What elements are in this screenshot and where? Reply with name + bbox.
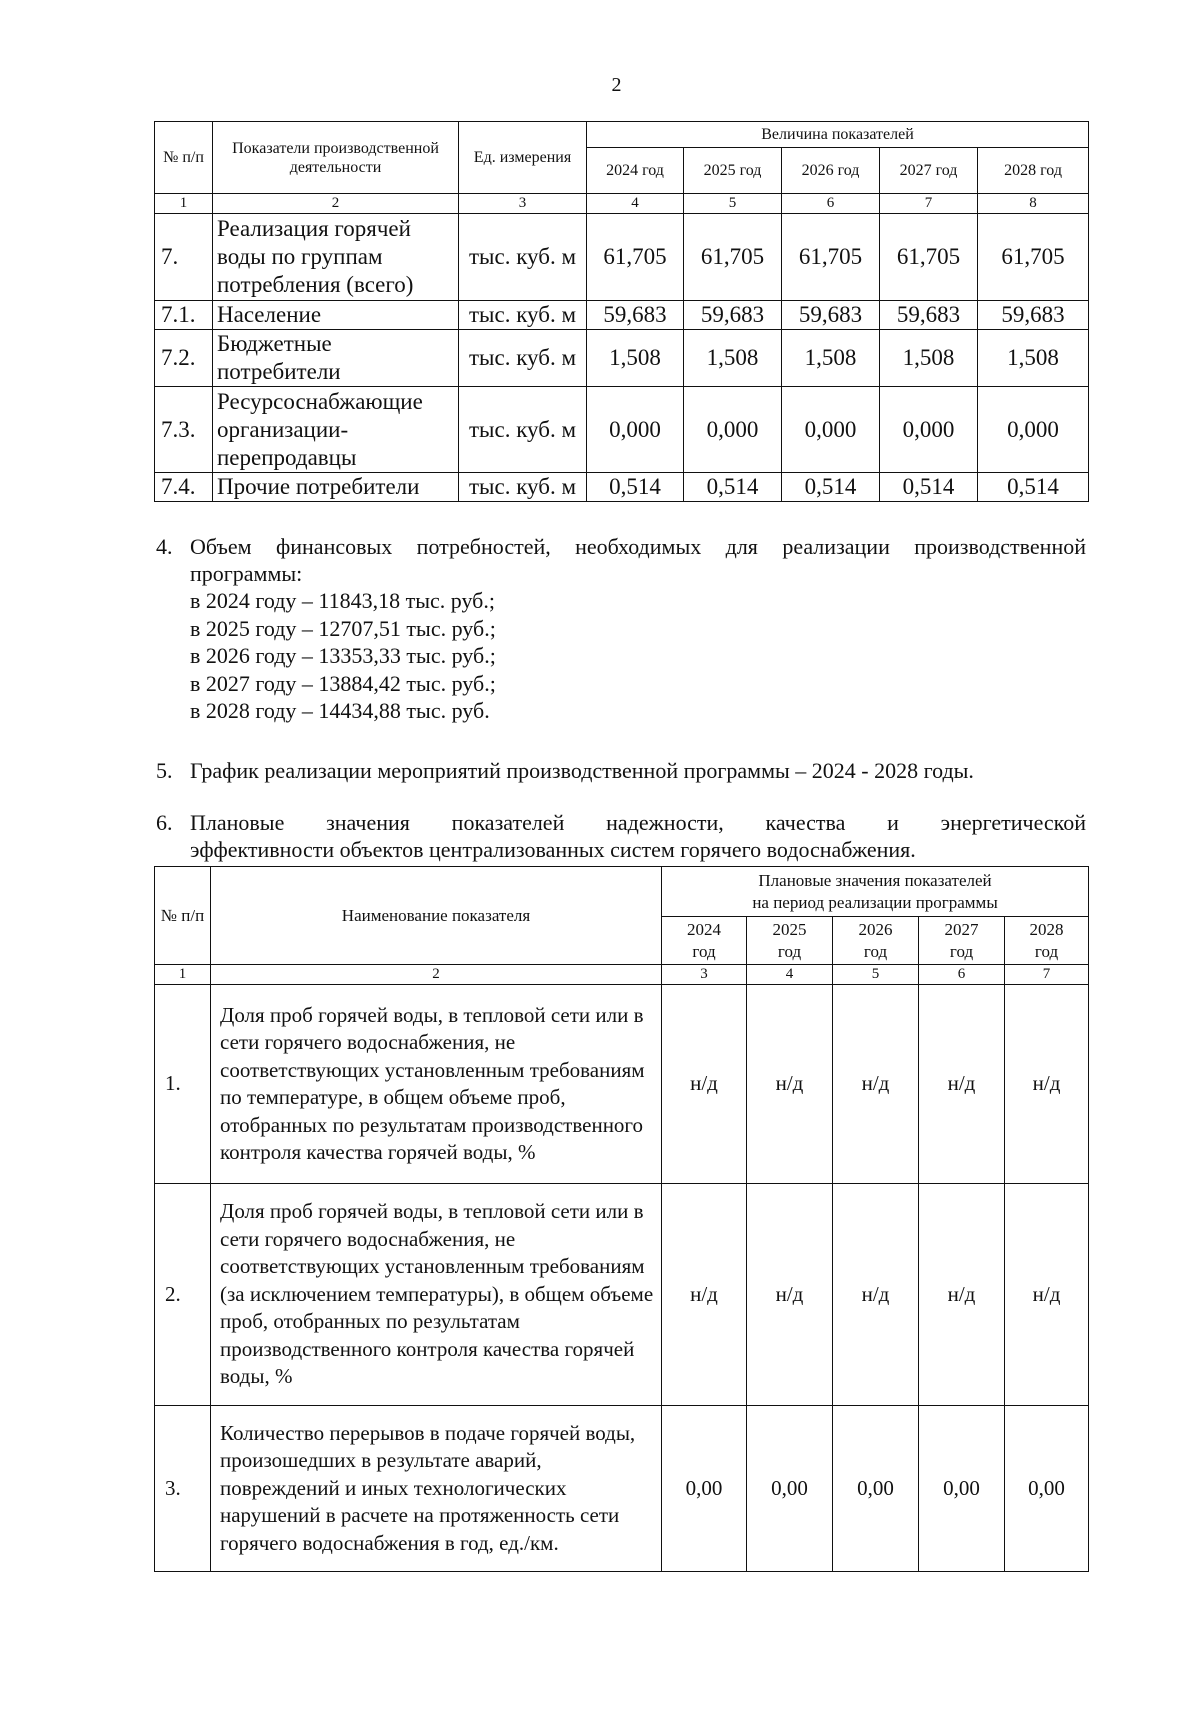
header-name: Наименование показателя xyxy=(211,867,662,965)
row-value: н/д xyxy=(919,985,1005,1184)
row-value: 0,514 xyxy=(587,473,684,502)
header-year: 2025 год xyxy=(684,148,782,194)
financial-year-line: в 2028 году – 14434,88 тыс. руб. xyxy=(190,698,490,723)
column-number: 8 xyxy=(978,194,1089,214)
financial-year-line: в 2026 году – 13353,33 тыс. руб.; xyxy=(190,643,496,668)
row-number: 7.2. xyxy=(155,330,213,387)
row-unit: тыс. куб. м xyxy=(459,301,587,330)
row-value: 0,000 xyxy=(782,387,880,473)
section-title-continuation: программы: xyxy=(190,561,303,586)
table-row xyxy=(155,985,1089,1184)
table-row xyxy=(155,330,1089,387)
row-value: 59,683 xyxy=(684,301,782,330)
row-value: н/д xyxy=(919,1184,1005,1406)
row-number: 1. xyxy=(155,985,211,1184)
row-value: 0,00 xyxy=(833,1406,919,1572)
row-number: 2. xyxy=(155,1184,211,1406)
row-value: 61,705 xyxy=(684,214,782,301)
row-value: н/д xyxy=(662,985,747,1184)
header-values-group xyxy=(662,867,1089,917)
row-value: 0,00 xyxy=(1005,1406,1089,1572)
row-unit: тыс. куб. м xyxy=(459,330,587,387)
column-number: 3 xyxy=(459,194,587,214)
row-number: 7.1. xyxy=(155,301,213,330)
header-values-group: Величина показателей xyxy=(587,122,1089,148)
financial-year-line: в 2024 году – 11843,18 тыс. руб.; xyxy=(190,588,495,613)
header-year xyxy=(833,917,919,965)
row-unit: тыс. куб. м xyxy=(459,214,587,301)
header-year xyxy=(662,917,747,965)
column-number: 4 xyxy=(587,194,684,214)
row-name: Прочие потребители xyxy=(213,473,459,502)
section-number: 6. xyxy=(156,810,173,835)
header-unit: Ед. измерения xyxy=(459,122,587,194)
row-name: Доля проб горячей воды, в тепловой сети или в сети горячего водоснабжения, не соответствующих установленным требованиям по температуре, в общем объеме проб, отобранных по результатам производственного контроля качества горячей воды, % xyxy=(211,985,662,1184)
row-value: 0,000 xyxy=(587,387,684,473)
section-title: Объем финансовых потребностей, необходимых для реализации производственной xyxy=(190,534,1086,559)
row-value: 0,514 xyxy=(684,473,782,502)
header-year xyxy=(1005,917,1089,965)
header-year: 2027 год xyxy=(880,148,978,194)
table-row xyxy=(155,473,1089,502)
row-number: 7. xyxy=(155,214,213,301)
section-text: График реализации мероприятий производственной программы – 2024 - 2028 годы. xyxy=(190,758,974,783)
row-value: 61,705 xyxy=(978,214,1089,301)
column-number: 5 xyxy=(833,965,919,985)
financial-year-line: в 2027 году – 13884,42 тыс. руб.; xyxy=(190,670,496,696)
header-num: № п/п xyxy=(155,122,213,194)
table-row xyxy=(155,1184,1089,1406)
year-value: 2027 xyxy=(944,919,979,939)
row-value: н/д xyxy=(662,1184,747,1406)
header-indicator: Показатели производственной деятельности xyxy=(213,122,459,194)
section-number: 5. xyxy=(156,758,173,783)
section-5-schedule xyxy=(156,757,1086,784)
year-value: 2025 xyxy=(772,919,807,939)
financial-year-line: в 2025 году – 12707,51 тыс. руб.; xyxy=(190,615,496,641)
header-year xyxy=(747,917,833,965)
header-group-line: Плановые значения показателей xyxy=(758,870,992,890)
section-6-planned-values xyxy=(156,809,1086,863)
row-number: 7.3. xyxy=(155,387,213,473)
row-value: 1,508 xyxy=(684,330,782,387)
row-value: н/д xyxy=(833,985,919,1184)
row-name: Количество перерывов в подаче горячей воды, произошедших в результате аварий, повреждений и иных технологических нарушений в расчете на протяженность сети горячего водоснабжения в год, ед./км. xyxy=(211,1406,662,1572)
row-value: 0,000 xyxy=(978,387,1089,473)
row-value: 0,000 xyxy=(684,387,782,473)
row-value: 0,514 xyxy=(880,473,978,502)
header-num: № п/п xyxy=(155,867,211,965)
row-value: 1,508 xyxy=(587,330,684,387)
section-4-financial-needs xyxy=(156,533,1086,725)
year-suffix: год xyxy=(1034,941,1059,961)
page-number: 2 xyxy=(611,74,622,96)
row-value: 59,683 xyxy=(880,301,978,330)
section-title: Плановые значения показателей надежности, качества и энергетической xyxy=(190,810,1086,835)
column-number: 5 xyxy=(684,194,782,214)
row-value: н/д xyxy=(747,1184,833,1406)
row-value: 0,514 xyxy=(978,473,1089,502)
table-row xyxy=(155,214,1089,301)
row-value: 1,508 xyxy=(880,330,978,387)
column-number: 6 xyxy=(782,194,880,214)
column-number: 2 xyxy=(213,194,459,214)
row-value: 1,508 xyxy=(782,330,880,387)
year-suffix: год xyxy=(949,941,974,961)
table-row xyxy=(155,301,1089,330)
header-year: 2028 год xyxy=(978,148,1089,194)
column-number: 1 xyxy=(155,194,213,214)
row-number: 7.4. xyxy=(155,473,213,502)
row-value: 0,00 xyxy=(747,1406,833,1572)
column-number: 7 xyxy=(1005,965,1089,985)
year-suffix: год xyxy=(777,941,802,961)
column-number: 6 xyxy=(919,965,1005,985)
row-value: н/д xyxy=(833,1184,919,1406)
row-value: 59,683 xyxy=(587,301,684,330)
row-value: 1,508 xyxy=(978,330,1089,387)
row-value: 0,514 xyxy=(782,473,880,502)
row-value: 0,00 xyxy=(919,1406,1005,1572)
column-number: 7 xyxy=(880,194,978,214)
header-year: 2026 год xyxy=(782,148,880,194)
row-value: 59,683 xyxy=(978,301,1089,330)
column-number: 3 xyxy=(662,965,747,985)
column-number: 1 xyxy=(155,965,211,985)
year-value: 2026 xyxy=(858,919,893,939)
year-suffix: год xyxy=(863,941,888,961)
row-value: н/д xyxy=(1005,985,1089,1184)
table-row xyxy=(155,387,1089,473)
year-suffix: год xyxy=(692,941,716,961)
row-value: 59,683 xyxy=(782,301,880,330)
row-value: н/д xyxy=(747,985,833,1184)
row-name: Доля проб горячей воды, в тепловой сети или в сети горячего водоснабжения, не соответствующих установленным требованиям (за исключением температуры), в общем объеме проб, отобранных по результатам производственного контроля качества горячей воды, % xyxy=(211,1184,662,1406)
year-value: 2028 xyxy=(1029,919,1064,939)
row-name: Население xyxy=(213,301,459,330)
row-value: 0,000 xyxy=(880,387,978,473)
row-value: 61,705 xyxy=(587,214,684,301)
row-unit: тыс. куб. м xyxy=(459,387,587,473)
reliability-indicators-table xyxy=(154,866,1089,1572)
row-name: Ресурсоснабжающие организации-перепродавцы xyxy=(213,387,459,473)
row-number: 3. xyxy=(155,1406,211,1572)
row-value: н/д xyxy=(1005,1184,1089,1406)
header-year xyxy=(919,917,1005,965)
section-number: 4. xyxy=(156,534,173,559)
row-value: 61,705 xyxy=(880,214,978,301)
column-numbers-row xyxy=(155,965,1089,985)
row-value: 61,705 xyxy=(782,214,880,301)
production-indicators-table xyxy=(154,121,1089,502)
header-year: 2024 год xyxy=(587,148,684,194)
row-name: Реализация горячей воды по группам потребления (всего) xyxy=(213,214,459,301)
header-group-line: на период реализации программы xyxy=(752,892,998,912)
year-value: 2024 xyxy=(687,919,721,939)
column-number: 2 xyxy=(211,965,662,985)
row-value: 0,00 xyxy=(662,1406,747,1572)
row-unit: тыс. куб. м xyxy=(459,473,587,502)
table-row xyxy=(155,1406,1089,1572)
column-number: 4 xyxy=(747,965,833,985)
column-numbers-row xyxy=(155,194,1089,214)
row-name: Бюджетные потребители xyxy=(213,330,459,387)
section-title-continuation: эффективности объектов централизованных систем горячего водоснабжения. xyxy=(190,837,916,862)
